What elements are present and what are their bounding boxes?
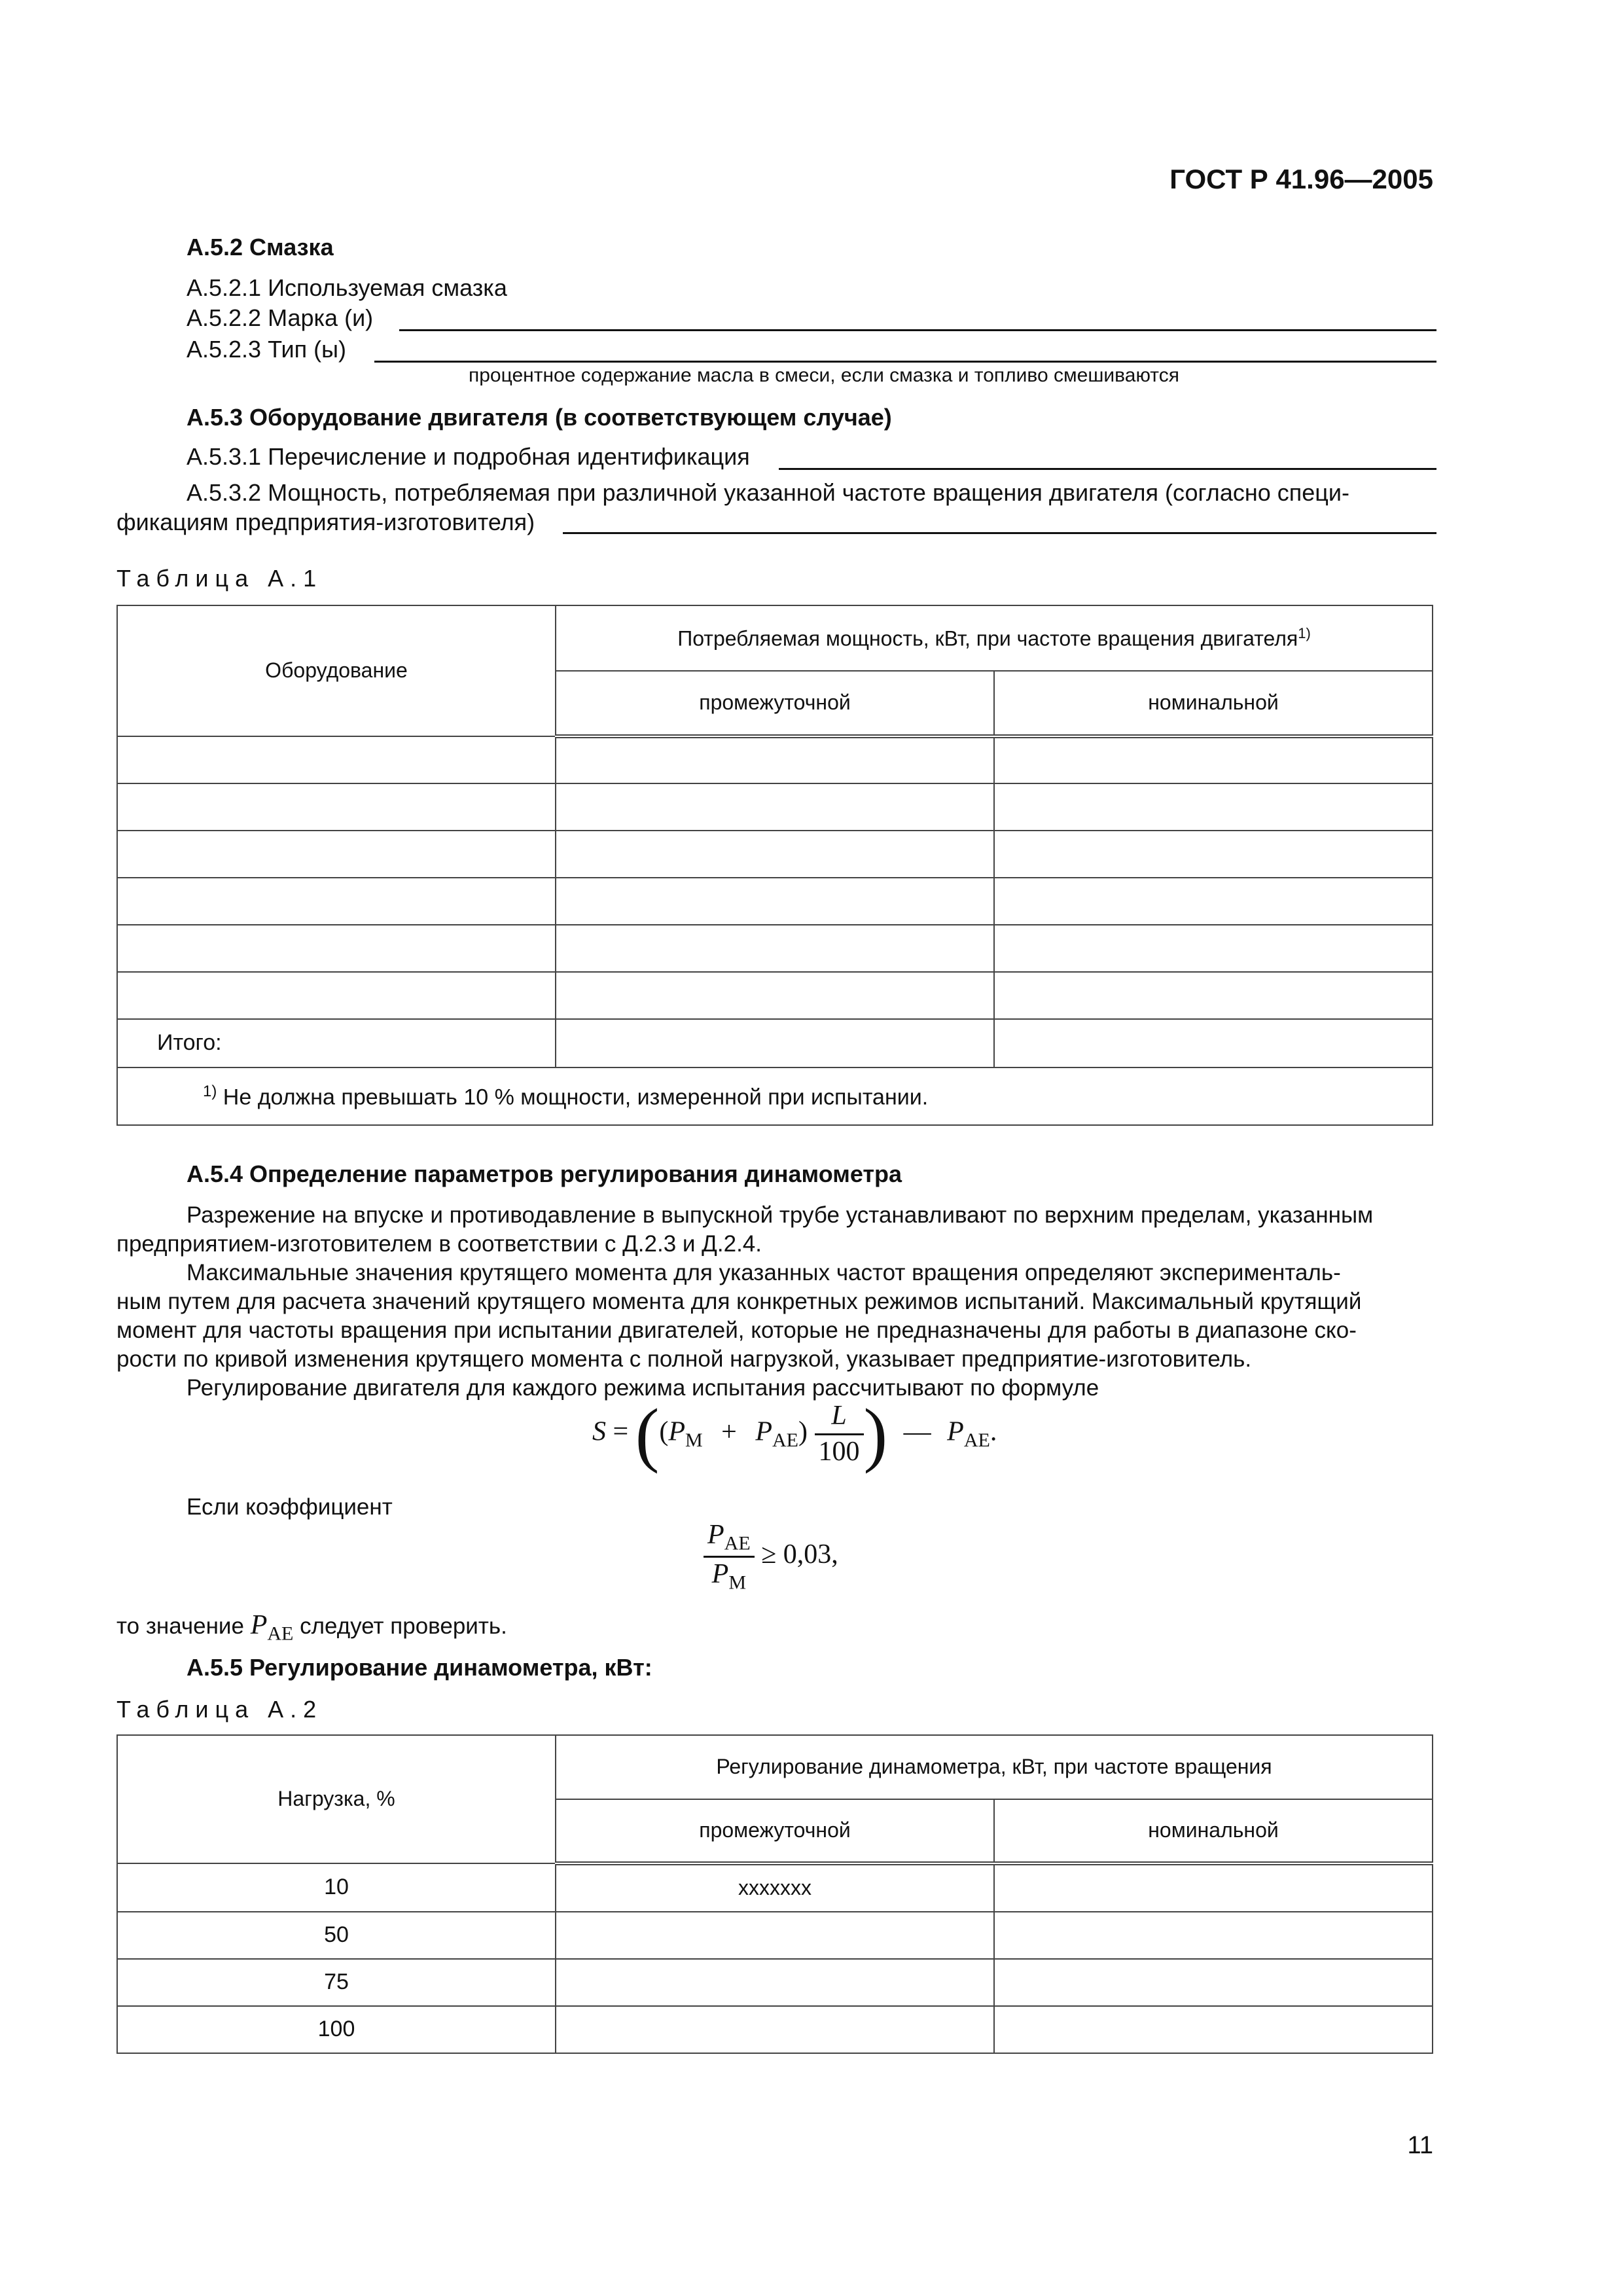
table-a2 (116, 1734, 1433, 2054)
table-row (117, 783, 1433, 831)
a54-para3: Регулирование двигателя для каждого режима испытания рассчитывают по формуле (187, 1375, 1099, 1401)
a523-note: процентное содержание масла в смеси, если смазка и топливо смешиваются (469, 365, 1179, 386)
table-a1-header-group: Потребляемая мощность, кВт, при частоте вращения двигателя$^{1)}$ (556, 605, 1433, 671)
a531-line: А.5.3.1 Перечисление и подробная идентификация (187, 443, 750, 470)
a54-para1-line2: предприятием-изготовителем в соответствии с Д.2.3 и Д.2.4. (116, 1231, 762, 1257)
table-a2-header-rated: номинальной (994, 1799, 1433, 1863)
a54-para1-line1: Разрежение на впуске и противодавление в выпускной трубе устанавливают по верхним пределам, указанным (187, 1202, 1374, 1228)
table-a1-footnote: $^{1)}$ Не должна превышать 10 % мощности, измеренной при испытании. (117, 1067, 1433, 1125)
table-a2-caption: Таблица А.2 (116, 1696, 323, 1723)
table-a1-footnote-ref: 1) (1298, 624, 1311, 641)
a54-para2-line4: рости по кривой изменения крутящего момента с полной нагрузкой, указывает предприятие-изготовитель. (116, 1346, 1252, 1372)
a522-fill-line[interactable] (399, 329, 1436, 331)
table-a1-total-row (117, 1019, 1433, 1067)
table-a2-intermediate-cell[interactable]: ххххххх (556, 1863, 994, 1912)
table-a2-rated-cell[interactable] (994, 1863, 1433, 1912)
table-a2-load-cell: 100 (117, 2006, 556, 2053)
a532-fill-line[interactable] (563, 532, 1436, 534)
table-a1-caption: Таблица А.1 (116, 565, 323, 592)
table-row (117, 925, 1433, 972)
a521-line: А.5.2.1 Используемая смазка (187, 274, 507, 301)
section-a55-heading: А.5.5 Регулирование динамометра, кВт: (187, 1654, 652, 1681)
a532-line-2: фикациям предприятия-изготовителя) (116, 509, 535, 535)
document-code: ГОСТ Р 41.96—2005 (1169, 164, 1433, 194)
table-row (117, 1912, 1433, 1959)
table-a1-header-intermediate: промежуточной (556, 671, 994, 736)
table-row (117, 2006, 1433, 2053)
page-number: 11 (1407, 2132, 1433, 2159)
a54-para4: Если коэффициент (187, 1494, 393, 1520)
a532-line-1: А.5.3.2 Мощность, потребляемая при различной указанной частоте вращения двигателя (согласно специ- (187, 479, 1349, 506)
table-row (117, 831, 1433, 878)
section-a53-heading: А.5.3 Оборудование двигателя (в соответствующем случае) (187, 404, 892, 431)
table-a2-load-cell: 50 (117, 1912, 556, 1959)
a523-line: А.5.2.3 Тип (ы) (187, 336, 346, 363)
table-a1-total-label: Итого: (117, 1019, 556, 1067)
table-a2-rated-cell[interactable] (994, 2006, 1433, 2053)
table-a2-load-cell: 10 (117, 1863, 556, 1912)
table-a2-rated-cell[interactable] (994, 1912, 1433, 1959)
table-a2-rated-cell[interactable] (994, 1959, 1433, 2006)
formula-ratio: $\frac{P_{AE}}{P_M}$ ≥ 0,03, (704, 1518, 838, 1595)
section-a52-heading: А.5.2 Смазка (187, 234, 334, 260)
table-a1-header-rated: номинальной (994, 671, 1433, 736)
table-a2-load-cell: 75 (117, 1959, 556, 2006)
table-a1 (116, 605, 1433, 1126)
formula-s: $S = ((P_M + P_{AE})$ $\frac{L}{100}$ ) — $P_{AE}$. (592, 1394, 997, 1474)
table-a2-intermediate-cell[interactable] (556, 1959, 994, 2006)
table-a1-header-equipment: Оборудование (117, 605, 556, 736)
a523-fill-line[interactable] (374, 361, 1436, 363)
table-row (117, 1959, 1433, 2006)
table-a1-footnote-mark: 1) (203, 1082, 217, 1100)
table-a2-header-load: Нагрузка, % (117, 1735, 556, 1863)
a531-fill-line[interactable] (779, 468, 1436, 470)
a54-para2-line2: ным путем для расчета значений крутящего момента для конкретных режимов испытаний. Максимальный крутящий (116, 1289, 1362, 1314)
table-row (117, 878, 1433, 925)
a54-para2-line1: Максимальные значения крутящего момента для указанных частот вращения определяют эксперименталь- (187, 1260, 1341, 1285)
table-row (117, 972, 1433, 1019)
a54-para5: то значение $P_{AE}$ следует проверить. (116, 1610, 507, 1645)
section-a54-heading: А.5.4 Определение параметров регулирования динамометра (187, 1160, 902, 1187)
a54-para2-line3: момент для частоты вращения при испытании двигателей, которые не предназначены для работы в диапазоне ско- (116, 1318, 1357, 1343)
table-row (117, 736, 1433, 783)
table-a2-header-group: Регулирование динамометра, кВт, при частоте вращения (556, 1735, 1433, 1799)
table-row (117, 1863, 1433, 1912)
table-a2-intermediate-cell[interactable] (556, 1912, 994, 1959)
table-a2-header-intermediate: промежуточной (556, 1799, 994, 1863)
a522-line: А.5.2.2 Марка (и) (187, 304, 374, 331)
table-a2-intermediate-cell[interactable] (556, 2006, 994, 2053)
